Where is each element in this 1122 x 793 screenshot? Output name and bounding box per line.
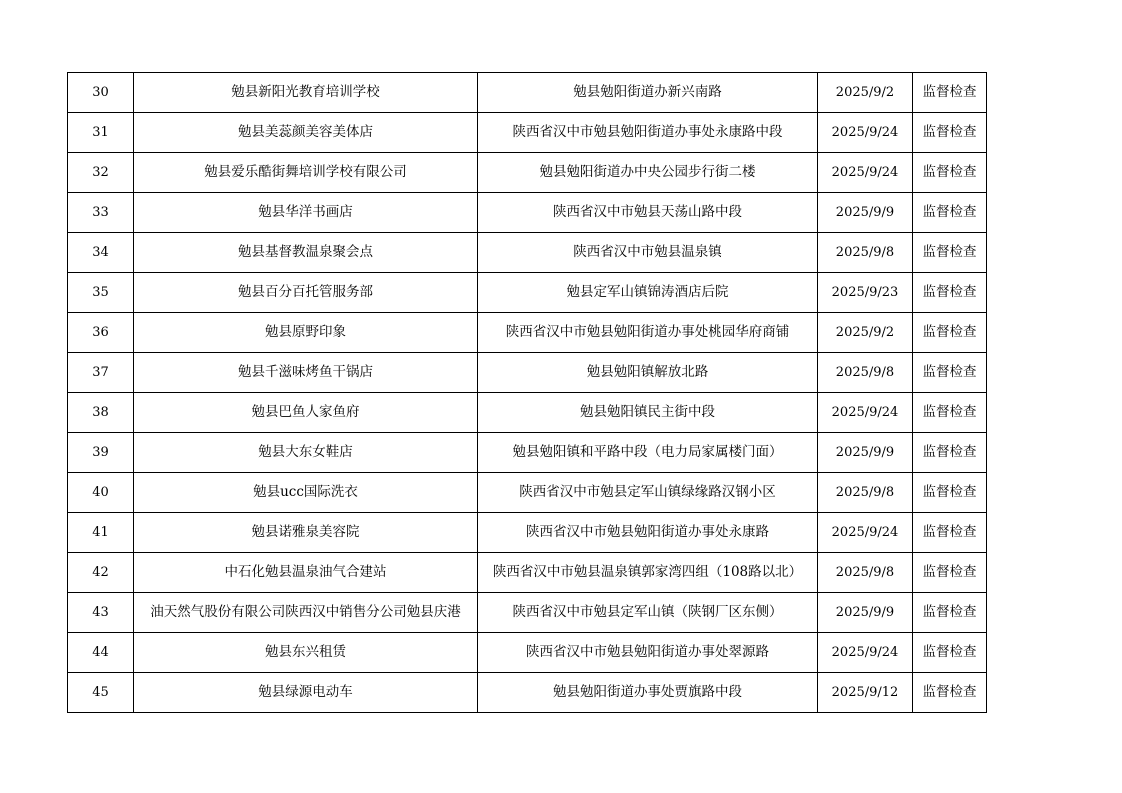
date-cell: 2025/9/2 xyxy=(818,73,913,113)
entity-name-cell: 勉县华洋书画店 xyxy=(134,193,478,233)
address-cell: 勉县定军山镇锦涛酒店后院 xyxy=(478,273,818,313)
date-cell: 2025/9/24 xyxy=(818,393,913,433)
inspection-type-cell: 监督检查 xyxy=(913,433,987,473)
address-cell: 陕西省汉中市勉县温泉镇 xyxy=(478,233,818,273)
row-number-cell: 33 xyxy=(68,193,134,233)
address-cell: 陕西省汉中市勉县勉阳街道办事处永康路 xyxy=(478,513,818,553)
date-cell: 2025/9/9 xyxy=(818,433,913,473)
entity-name-cell: 勉县诺雅泉美容院 xyxy=(134,513,478,553)
row-number-cell: 39 xyxy=(68,433,134,473)
inspection-type-cell: 监督检查 xyxy=(913,233,987,273)
address-cell: 陕西省汉中市勉县天荡山路中段 xyxy=(478,193,818,233)
date-cell: 2025/9/24 xyxy=(818,633,913,673)
entity-name-cell: 勉县千滋味烤鱼干锅店 xyxy=(134,353,478,393)
table-row xyxy=(68,273,987,313)
entity-name-cell: 勉县东兴租赁 xyxy=(134,633,478,673)
entity-name-cell: 油天然气股份有限公司陕西汉中销售分公司勉县庆港 xyxy=(134,593,478,633)
table-row xyxy=(68,593,987,633)
row-number-cell: 44 xyxy=(68,633,134,673)
inspection-table xyxy=(67,72,987,713)
row-number-cell: 35 xyxy=(68,273,134,313)
table-row xyxy=(68,673,987,713)
table-row xyxy=(68,313,987,353)
row-number-cell: 43 xyxy=(68,593,134,633)
entity-name-cell: 中石化勉县温泉油气合建站 xyxy=(134,553,478,593)
date-cell: 2025/9/2 xyxy=(818,313,913,353)
date-cell: 2025/9/24 xyxy=(818,513,913,553)
entity-name-cell: 勉县美蕊颜美容美体店 xyxy=(134,113,478,153)
inspection-type-cell: 监督检查 xyxy=(913,193,987,233)
entity-name-cell: 勉县原野印象 xyxy=(134,313,478,353)
table-row xyxy=(68,553,987,593)
table-row xyxy=(68,113,987,153)
row-number-cell: 31 xyxy=(68,113,134,153)
row-number-cell: 45 xyxy=(68,673,134,713)
address-cell: 陕西省汉中市勉县勉阳街道办事处永康路中段 xyxy=(478,113,818,153)
row-number-cell: 41 xyxy=(68,513,134,553)
table-row xyxy=(68,393,987,433)
inspection-type-cell: 监督检查 xyxy=(913,273,987,313)
row-number-cell: 40 xyxy=(68,473,134,513)
row-number-cell: 32 xyxy=(68,153,134,193)
address-cell: 陕西省汉中市勉县勉阳街道办事处桃园华府商铺 xyxy=(478,313,818,353)
row-number-cell: 38 xyxy=(68,393,134,433)
address-cell: 勉县勉阳镇和平路中段（电力局家属楼门面） xyxy=(478,433,818,473)
row-number-cell: 42 xyxy=(68,553,134,593)
date-cell: 2025/9/12 xyxy=(818,673,913,713)
address-cell: 陕西省汉中市勉县勉阳街道办事处翠源路 xyxy=(478,633,818,673)
address-cell: 勉县勉阳街道办新兴南路 xyxy=(478,73,818,113)
table-row xyxy=(68,153,987,193)
table-row xyxy=(68,473,987,513)
row-number-cell: 30 xyxy=(68,73,134,113)
date-cell: 2025/9/8 xyxy=(818,553,913,593)
row-number-cell: 34 xyxy=(68,233,134,273)
inspection-type-cell: 监督检查 xyxy=(913,153,987,193)
entity-name-cell: 勉县百分百托管服务部 xyxy=(134,273,478,313)
table-row xyxy=(68,513,987,553)
inspection-type-cell: 监督检查 xyxy=(913,513,987,553)
entity-name-cell: 勉县巴鱼人家鱼府 xyxy=(134,393,478,433)
inspection-type-cell: 监督检查 xyxy=(913,553,987,593)
date-cell: 2025/9/23 xyxy=(818,273,913,313)
inspection-type-cell: 监督检查 xyxy=(913,673,987,713)
inspection-table-body xyxy=(68,73,987,713)
entity-name-cell: 勉县爱乐酷街舞培训学校有限公司 xyxy=(134,153,478,193)
address-cell: 陕西省汉中市勉县定军山镇（陕钢厂区东侧） xyxy=(478,593,818,633)
address-cell: 勉县勉阳镇解放北路 xyxy=(478,353,818,393)
address-cell: 陕西省汉中市勉县定军山镇绿缘路汉钢小区 xyxy=(478,473,818,513)
row-number-cell: 36 xyxy=(68,313,134,353)
address-cell: 勉县勉阳镇民主街中段 xyxy=(478,393,818,433)
table-row xyxy=(68,73,987,113)
inspection-type-cell: 监督检查 xyxy=(913,633,987,673)
entity-name-cell: 勉县基督教温泉聚会点 xyxy=(134,233,478,273)
date-cell: 2025/9/24 xyxy=(818,153,913,193)
address-cell: 陕西省汉中市勉县温泉镇郭家湾四组（108路以北） xyxy=(478,553,818,593)
address-cell: 勉县勉阳街道办中央公园步行街二楼 xyxy=(478,153,818,193)
date-cell: 2025/9/8 xyxy=(818,353,913,393)
inspection-type-cell: 监督检查 xyxy=(913,473,987,513)
inspection-type-cell: 监督检查 xyxy=(913,393,987,433)
entity-name-cell: 勉县新阳光教育培训学校 xyxy=(134,73,478,113)
inspection-type-cell: 监督检查 xyxy=(913,73,987,113)
table-row xyxy=(68,633,987,673)
date-cell: 2025/9/8 xyxy=(818,473,913,513)
date-cell: 2025/9/9 xyxy=(818,593,913,633)
table-row xyxy=(68,193,987,233)
date-cell: 2025/9/8 xyxy=(818,233,913,273)
address-cell: 勉县勉阳街道办事处贾旗路中段 xyxy=(478,673,818,713)
entity-name-cell: 勉县ucc国际洗衣 xyxy=(134,473,478,513)
date-cell: 2025/9/9 xyxy=(818,193,913,233)
inspection-type-cell: 监督检查 xyxy=(913,353,987,393)
entity-name-cell: 勉县大东女鞋店 xyxy=(134,433,478,473)
row-number-cell: 37 xyxy=(68,353,134,393)
table-row xyxy=(68,353,987,393)
table-row xyxy=(68,433,987,473)
inspection-type-cell: 监督检查 xyxy=(913,313,987,353)
entity-name-cell: 勉县绿源电动车 xyxy=(134,673,478,713)
date-cell: 2025/9/24 xyxy=(818,113,913,153)
inspection-type-cell: 监督检查 xyxy=(913,593,987,633)
table-row xyxy=(68,233,987,273)
inspection-type-cell: 监督检查 xyxy=(913,113,987,153)
